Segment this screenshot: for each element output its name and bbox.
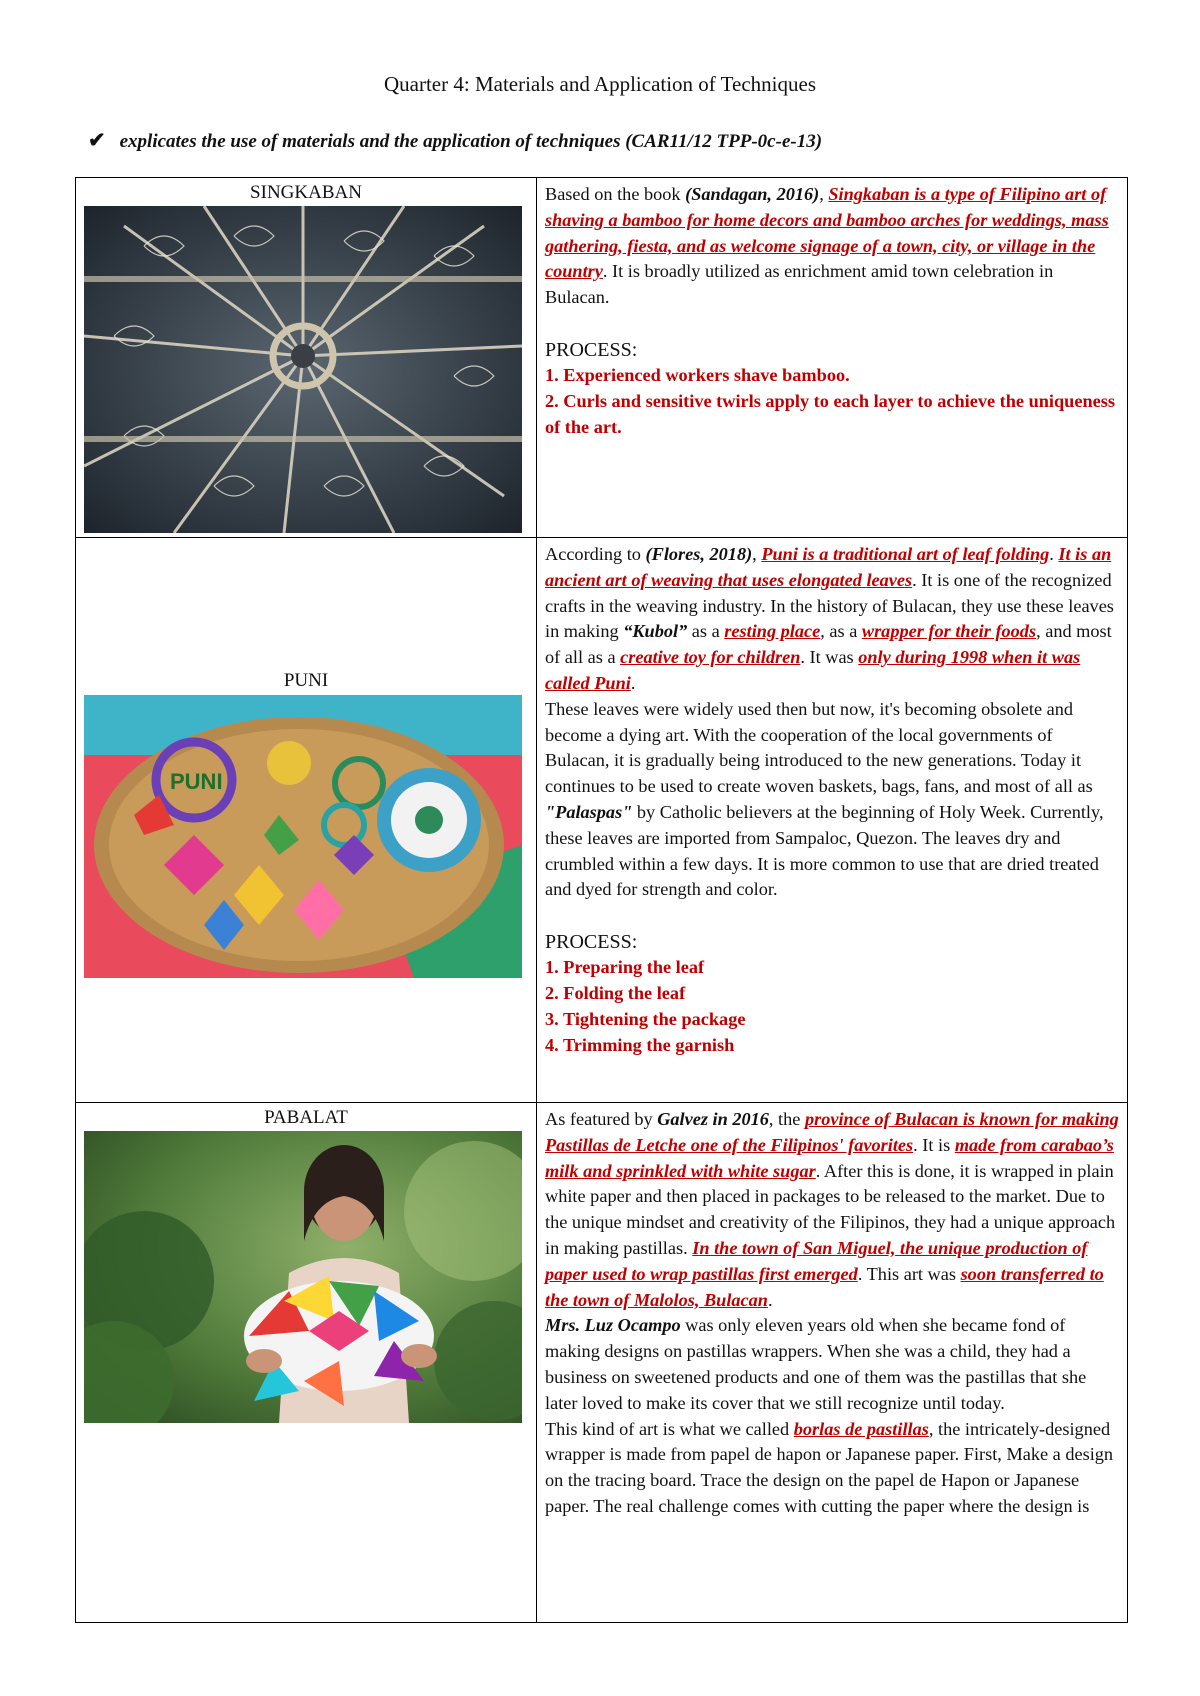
- puni-paragraph-2: [545, 697, 1119, 903]
- highlight-text: Singkaban is a type of Filipino art of shaving a bamboo for home decors and bamboo arches for weddings, mass gathering, fiesta, and as welcome signage of a town, city, or village in the country: [545, 184, 1109, 282]
- singkaban-paragraph: [545, 182, 1119, 311]
- objective-text: explicates the use of materials and the application of techniques (CAR11/12 TPP-0c-e-13): [119, 131, 823, 152]
- highlight-text: Puni is a traditional art of leaf folding: [761, 544, 1050, 564]
- learning-objective: [88, 128, 822, 153]
- text-run: According to: [545, 544, 646, 564]
- text-run: as a: [687, 621, 725, 642]
- text-run: .: [630, 672, 636, 693]
- woman-holding-pastillas-wrappers-photo-icon: [84, 1131, 522, 1423]
- text-run: This kind of art is what we called: [545, 1418, 794, 1439]
- citation: Galvez in 2016: [657, 1109, 769, 1129]
- singkaban-description: [537, 178, 1128, 538]
- process-heading: PROCESS:: [545, 931, 638, 954]
- text-run: . It was: [800, 647, 859, 668]
- pabalat-cell: [76, 1103, 537, 1623]
- emphasis-text: "Palaspas": [545, 801, 633, 822]
- page-title: Quarter 4: Materials and Application of Techniques: [383, 72, 817, 96]
- process-step: 2. Folding the leaf: [545, 982, 686, 1003]
- highlight-text: creative toy for children: [620, 647, 801, 668]
- process-step: 4. Trimming the garnish: [545, 1034, 735, 1055]
- process-step: 2. Curls and sensitive twirls apply to each layer to achieve the uniqueness of the art.: [545, 390, 1115, 437]
- text-run: , the: [768, 1109, 805, 1129]
- bamboo-shaving-photo-icon: [84, 206, 522, 533]
- table-row: [76, 178, 1128, 538]
- singkaban-cell: [76, 178, 537, 538]
- pabalat-paragraph-2: [545, 1313, 1119, 1416]
- text-run: by Catholic believers at the beginning of Holy Week. Currently, these leaves are imported from Sampaloc, Quezon. The leaves dry and crumbled within a few days. It is more common to use that are dried treated and dyed for strength and color.: [545, 801, 1104, 900]
- process-heading: PROCESS:: [545, 338, 638, 361]
- pabalat-paragraph-3: [545, 1417, 1119, 1520]
- text-run: These leaves were widely used then but now, it's becoming obsolete and become a dying art. With the cooperation of the local governments of Bulacan, it is gradually being introduced to the new generations. Today it continues to be used to create woven baskets, bags, fans, and most of all as: [545, 698, 1093, 797]
- text-run: , as a: [820, 621, 862, 642]
- puni-paragraph-1: [545, 542, 1119, 697]
- table-row: [76, 538, 1128, 1103]
- text-run: Based on the book: [545, 184, 686, 204]
- emphasis-text: Mrs. Luz Ocampo: [545, 1315, 681, 1336]
- text-run: As featured by: [545, 1109, 658, 1129]
- row-label: PABALAT: [264, 1107, 348, 1128]
- process-step: 1. Experienced workers shave bamboo.: [545, 364, 850, 385]
- highlight-text: In the town of San Miguel, the unique production of paper used to wrap pastillas first emerged: [545, 1237, 1088, 1284]
- text-run: . It is one of the recognized crafts in the weaving industry. In the history of Bulacan, they use these leaves in making: [545, 569, 1114, 642]
- woven-leaves-basket-photo-icon: [84, 695, 522, 978]
- highlight-text: borlas de pastillas: [793, 1418, 929, 1439]
- text-run: . It is broadly utilized as enrichment amid town celebration in Bulacan.: [545, 261, 1054, 308]
- svg-text:PUNI: PUNI: [170, 769, 223, 794]
- emphasis-text: “Kubol”: [623, 621, 688, 642]
- checkmark-icon: ✔: [88, 128, 106, 152]
- puni-cell: [76, 538, 537, 1103]
- text-run: , the intricately-designed wrapper is made from papel de hapon or Japanese paper. First, Make a design on the tracing board. Trace the design on the papel de Hapon or Japanese paper. The real challenge comes with cutting the paper where the design is: [545, 1418, 1114, 1516]
- pabalat-paragraph-1: [545, 1107, 1119, 1313]
- highlight-text: province of Bulacan is known for making Pastillas de Letche one of the Filipinos' favorites: [545, 1109, 1119, 1155]
- text-run: ,: [819, 184, 829, 204]
- highlight-text: It is an ancient art of weaving that uses elongated leaves: [545, 544, 1112, 590]
- text-run: was only eleven years old when she became fond of making designs on pastillas wrappers. When she was a child, they had a business on sweetened products and one of them was the pastillas that she later loved to make its cover that we still recognize until today.: [545, 1315, 1087, 1413]
- text-run: .: [767, 1289, 773, 1310]
- text-run: , and most of all as a: [545, 621, 1112, 668]
- table-row: [76, 1103, 1128, 1623]
- citation: (Sandagan, 2016): [685, 184, 820, 204]
- highlight-text: wrapper for their foods: [861, 621, 1037, 642]
- text-run: . It is: [913, 1134, 955, 1155]
- text-run: . After this is done, it is wrapped in plain white paper and then placed in packages to be released to the market. Due to the unique mindset and creativity of the Filipinos, they had a unique approach in making pastillas.: [545, 1160, 1116, 1258]
- text-run: . This art was: [857, 1263, 961, 1284]
- highlight-text: only during 1998 when it was called Puni: [545, 647, 1081, 693]
- row-label: PUNI: [283, 670, 329, 691]
- process-step: 3. Tightening the package: [545, 1008, 746, 1029]
- text-run: ,: [752, 544, 762, 564]
- techniques-table: [75, 177, 1128, 1623]
- process-step: 1. Preparing the leaf: [545, 957, 705, 978]
- highlight-text: soon transferred to the town of Malolos, Bulacan: [545, 1263, 1104, 1310]
- pabalat-description: [537, 1103, 1128, 1623]
- citation: (Flores, 2018): [645, 544, 753, 564]
- puni-description: [537, 538, 1128, 1103]
- text-run: .: [1049, 544, 1059, 564]
- highlight-text: made from carabao’s milk and sprinkled with white sugar: [545, 1134, 1114, 1181]
- highlight-text: resting place: [724, 621, 821, 642]
- row-label: SINGKABAN: [250, 182, 362, 203]
